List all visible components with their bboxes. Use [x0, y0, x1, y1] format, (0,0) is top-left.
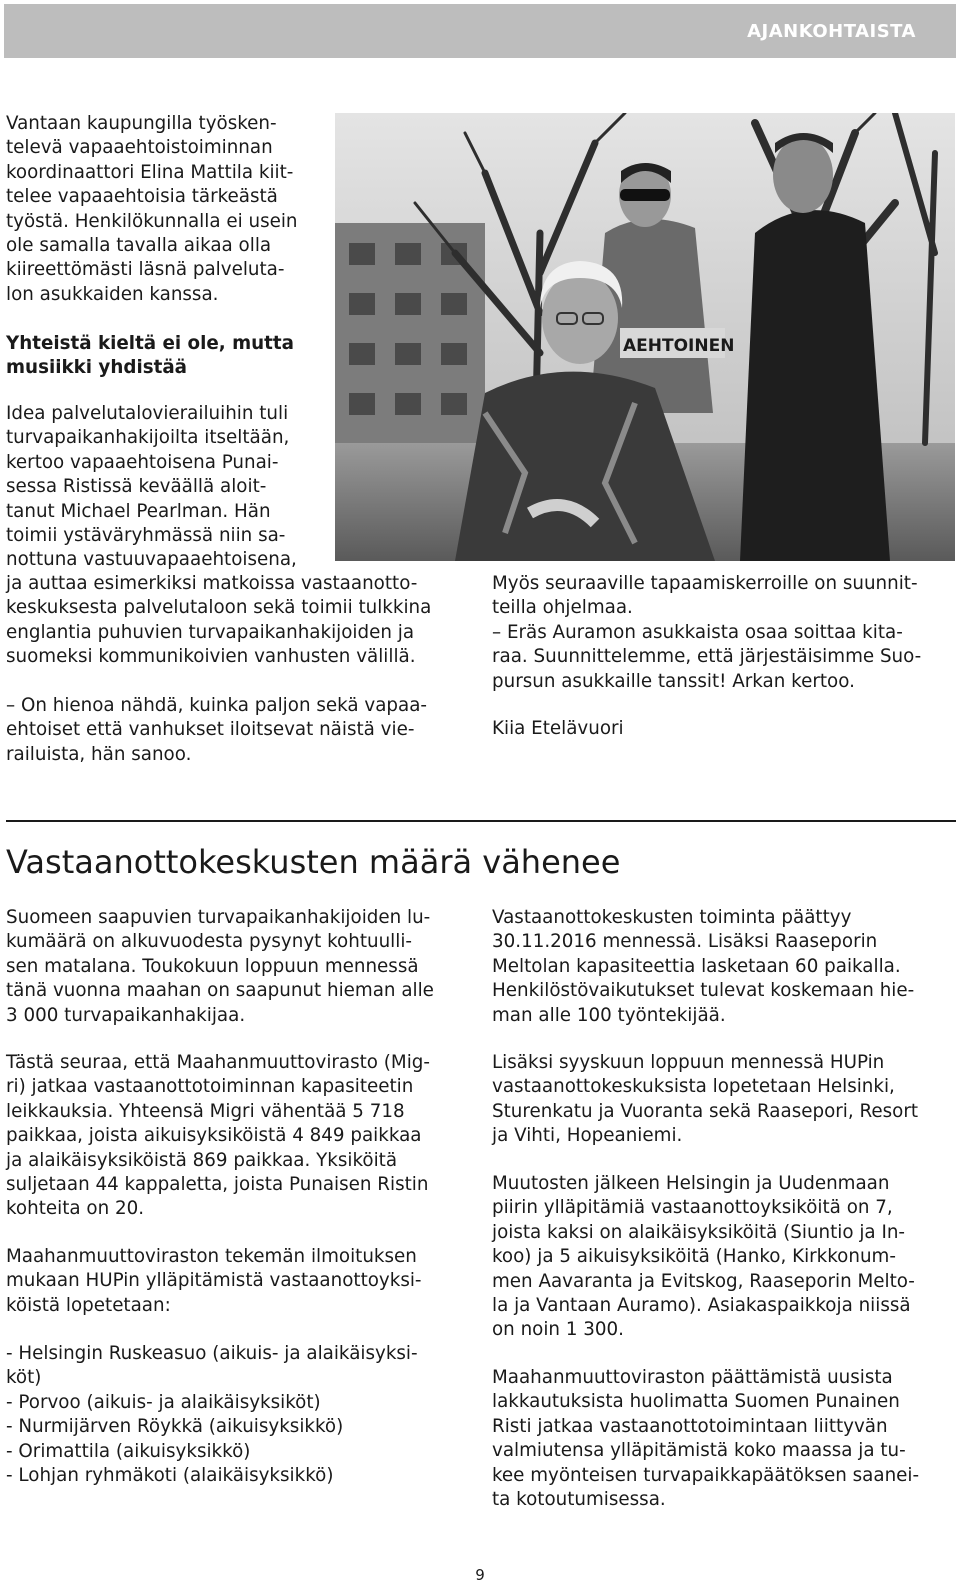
section-header-bar — [4, 4, 956, 58]
article-left-paragraph-2: Tästä seuraa, että Maahanmuuttovirasto (Mig- ri) jatkaa vastaanottotoiminnan kapasiteetin leikkauksia. Yhteensä Migri vähentää 5 718 paikkaa, joista aikuisyksiköistä 4 849 paikkaa ja alaikäisyksiköistä 869 paikkaa. Yksiköitä suljetaan 44 kappaletta, joista Punaisen Ristin kohteita on 20. — [6, 1052, 430, 1220]
article-left-paragraph-3: Maahanmuuttoviraston tekemän ilmoituksen mukaan HUPin ylläpitämistä vastaanottoyksi- köistä lopetetaan: — [6, 1246, 422, 1316]
article-headline: Vastaanottokeskusten määrä vähenee — [6, 843, 621, 881]
right-paragraph: Myös seuraaville tapaamiskerroille on suunnit- teilla ohjelmaa. – Eräs Auramon asukkaista osaa soittaa kita- raa. Suunnittelemme, että järjestäisimme Suo- pursun asukkaille tanssit! Arkan kertoo. — [492, 573, 922, 692]
article-right-paragraph-2: Lisäksi syyskuun loppuun mennessä HUPin vastaanottokeskuksista lopetetaan Helsinki, Sturenkatu ja Vuoranta sekä Raasepori, Resort ja Vihti, Hopeaniemi. — [492, 1052, 919, 1147]
closure-list: - Helsingin Ruskeasuo (aikuis- ja alaikäisyksi- köt) - Porvoo (aikuis- ja alaikäisyksiköt) - Nurmijärven Röykkä (aikuisyksikkö) - Orimattila (aikuisyksikkö) - Lohjan ryhmäkoti (alaikäisyksikkö) — [6, 1343, 418, 1487]
body-paragraph-narrow: Idea palvelutalovierailuihin tuli turvapaikanhakijoilta itseltään, kertoo vapaaehtoisena Punai- sessa Ristissä keväällä aloit- tanut Michael Pearlman. Hän toimii ystäväryhmässä niin sa- nottuna vastuuvapaaehtoisena, — [6, 403, 297, 571]
intro-paragraph: Vantaan kaupungilla työsken- televä vapaaehtoistoiminnan koordinaattori Elina Mattila kiit- telee vapaaehtoisia tärkeästä työstä. Henkilökunnalla ei usein ole samalla tavalla aikaa olla kiireettömästi läsnä palveluta- lon asukkaiden kanssa. — [6, 113, 298, 305]
quote-paragraph: – On hienoa nähdä, kuinka paljon sekä vapaa- ehtoiset että vanhukset iloitsevat näistä vie- railuista, hän sanoo. — [6, 695, 428, 765]
section-divider — [6, 820, 956, 822]
photo-illustration — [335, 113, 955, 561]
volunteers-photo — [335, 113, 955, 561]
vest-text: AEHTOINEN — [623, 336, 735, 356]
author-name: Kiia Etelävuori — [492, 718, 624, 739]
article-right-paragraph-3: Muutosten jälkeen Helsingin ja Uudenmaan piirin ylläpitämiä vastaanottoyksiköitä on 7, joista kaksi on alaikäisyksiköitä (Siuntio ja In- koo) ja 5 aikuisyksiköitä (Hanko, Kirkkonum- men Aavaranta ja Evitskog, Raaseporin Melto- la ja Vantaan Auramo). Asiakaspaikkoja niissä on noin 1 300. — [492, 1173, 915, 1341]
subheading: Yhteistä kieltä ei ole, mutta musiikki yhdistää — [6, 333, 294, 379]
article-right-paragraph-4: Maahanmuuttoviraston päättämistä uusista lakkautuksista huolimatta Suomen Punainen Risti jatkaa vastaanottotoimintaan liittyvän valmiutensa ylläpitämistä koko maassa ja tu- kee myönteisen turvapaikkapäätöksen saanei- ta kotoutumisessa. — [492, 1367, 920, 1511]
page-number: 9 — [475, 1566, 485, 1584]
body-paragraph-wide: ja auttaa esimerkiksi matkoissa vastaanotto- keskuksesta palvelutaloon sekä toimii tulkkina englantia puhuvien turvapaikanhakijoiden ja suomeksi kommunikoivien vanhusten välillä. — [6, 573, 432, 668]
article-left-paragraph-1: Suomeen saapuvien turvapaikanhakijoiden lu- kumäärä on alkuvuodesta pysynyt kohtuulli- sen matalana. Toukokuun loppuun mennessä tänä vuonna maahan on saapunut hieman alle 3 000 turvapaikanhakijaa. — [6, 907, 434, 1026]
section-label: AJANKOHTAISTA — [747, 21, 916, 42]
article-right-paragraph-1: Vastaanottokeskusten toiminta päättyy 30.11.2016 mennessä. Lisäksi Raaseporin Meltolan kapasiteettia lasketaan 60 paikalla. Henkilöstövaikutukset tulevat koskemaan hie- man alle 100 työntekijää. — [492, 907, 915, 1026]
